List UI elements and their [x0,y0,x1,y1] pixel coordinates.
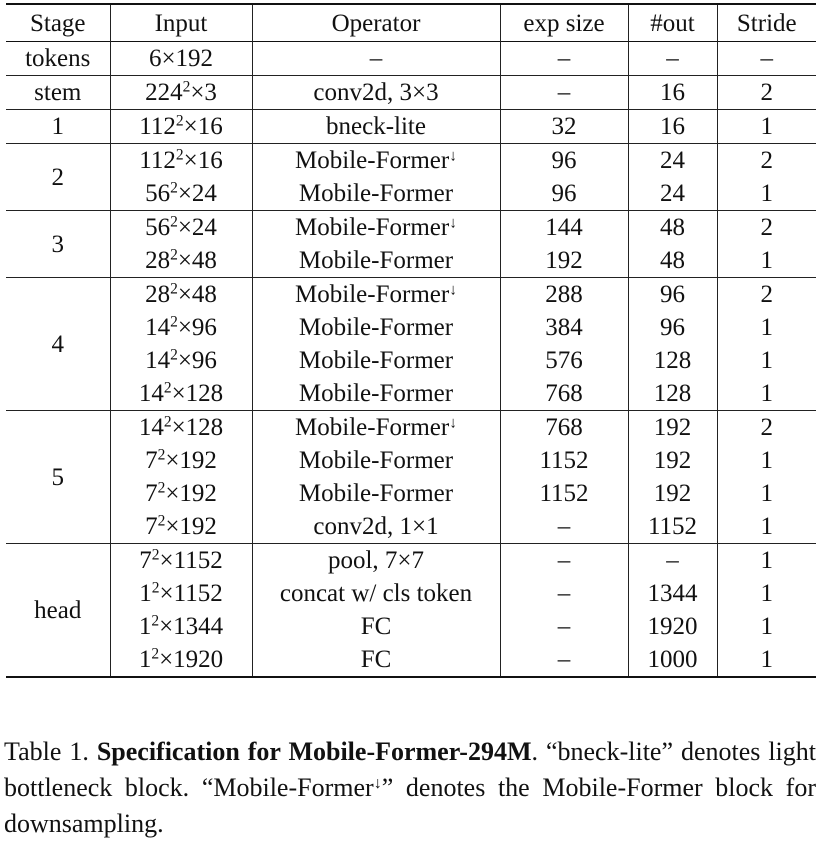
input-base: 14 [145,347,171,374]
operator-cell [252,311,500,344]
input-cell [110,444,252,477]
input-exponent: 2 [151,612,160,630]
exp-size-cell: – [500,643,628,677]
out-cell: 96 [628,278,717,312]
input-base: 7 [145,447,158,474]
out-cell: 24 [628,177,717,211]
input-base: 224 [145,79,183,106]
operator-name: Mobile-Former [298,447,454,474]
downsample-arrow-icon: ↓ [449,214,457,232]
stage-cell: tokens [6,42,110,76]
input-base: 1 [138,646,152,673]
input-base: 28 [145,247,171,274]
stride-cell: 1 [717,444,816,477]
exp-size-cell: – [500,577,628,610]
input-base: 56 [145,214,171,241]
input-cell [110,411,252,445]
operator-cell [252,76,500,110]
header-stage: Stage [6,4,110,42]
operator-name: Mobile-Former [295,281,450,308]
stride-cell: 1 [717,311,816,344]
downsample-arrow-icon: ↓ [449,414,457,432]
stride-cell: 2 [717,144,816,178]
table-caption [4,734,816,842]
operator-cell [252,610,500,643]
caption-label: Table 1. [4,737,89,766]
out-cell: 192 [628,477,717,510]
operator-name: Mobile-Former [295,147,450,174]
input-cell [110,110,252,144]
stride-cell: 1 [717,244,816,278]
input-cell [110,244,252,278]
operator-cell [252,144,500,178]
operator-cell [252,577,500,610]
input-base: 7 [145,513,158,540]
input-base: 7 [145,480,158,507]
out-cell: 128 [628,377,717,411]
operator-cell [252,477,500,510]
operator-name: bneck-lite [326,113,426,140]
input-base: 1 [139,580,152,607]
exp-size-cell: – [500,610,628,643]
input-base: 14 [138,414,164,441]
table-row [6,278,816,312]
exp-size-cell: 192 [500,244,628,278]
input-cell [110,643,252,677]
input-exponent: 2 [151,546,160,564]
table-row [6,643,816,677]
input-cell [110,311,252,344]
stride-cell: 2 [717,76,816,110]
operator-name: Mobile-Former [298,480,454,507]
input-cell [110,377,252,411]
input-cell [110,177,252,211]
operator-name: – [369,45,383,72]
operator-name: Mobile-Former [295,414,450,441]
input-base: 112 [139,113,176,140]
table-row [6,477,816,510]
operator-cell [252,211,500,245]
input-rest: ×1344 [159,613,224,640]
stride-cell: 2 [717,278,816,312]
operator-cell [252,110,500,144]
input-exponent: 2 [170,179,178,197]
operator-name: Mobile-Former [298,180,454,207]
header-exp-size: exp size [500,4,628,42]
out-cell: 128 [628,344,717,377]
exp-size-cell: – [500,76,628,110]
input-cell [110,76,252,110]
stride-cell: 1 [717,377,816,411]
out-cell: 192 [628,411,717,445]
out-cell: 24 [628,144,717,178]
table-row [6,144,816,178]
exp-size-cell: 144 [500,211,628,245]
caption-text-2: ” denotes the Mobile-Former block for downsampling. [4,773,817,838]
operator-name: Mobile-Former [298,247,454,274]
input-cell [110,278,252,312]
out-cell: 96 [628,311,717,344]
input-exponent: 2 [170,246,178,264]
exp-size-cell: 96 [500,144,628,178]
stage-group [6,110,816,144]
operator-name: FC [360,646,392,673]
exp-size-cell: 32 [500,110,628,144]
input-exponent: 2 [175,112,184,130]
operator-cell [252,643,500,677]
exp-size-cell: 576 [500,344,628,377]
input-cell [110,510,252,544]
operator-cell [252,42,500,76]
operator-cell [252,177,500,211]
operator-cell [252,278,500,312]
table-row [6,444,816,477]
input-base: 7 [139,547,152,574]
exp-size-cell: – [500,510,628,544]
table-row [6,510,816,544]
stage-cell: head [6,544,110,678]
table-row [6,42,816,76]
out-cell: 1000 [628,643,717,677]
input-exponent: 2 [163,379,172,397]
input-base: 56 [145,180,171,207]
stage-group [6,211,816,278]
header-row [6,4,816,42]
stride-cell: 1 [717,510,816,544]
exp-size-cell: 1152 [500,477,628,510]
input-cell [110,477,252,510]
stage-group [6,544,816,678]
input-base: 6×192 [148,45,214,72]
input-rest: ×128 [171,414,224,441]
header-input: Input [110,4,252,42]
stage-cell: 3 [6,211,110,278]
out-cell: – [628,42,717,76]
out-cell: 192 [628,444,717,477]
downsample-arrow-icon: ↓ [449,147,457,165]
table-row [6,377,816,411]
table-header [6,4,816,42]
input-exponent: 2 [157,446,166,464]
exp-size-cell: 768 [500,377,628,411]
caption-title: Specification for Mobile-Former-294M [96,737,532,766]
input-rest: ×3 [190,79,217,106]
operator-cell [252,244,500,278]
operator-name: conv2d, 3×3 [313,79,439,106]
stage-group [6,42,816,76]
input-exponent: 2 [170,280,178,298]
stage-group [6,278,816,411]
out-cell: 1920 [628,610,717,643]
operator-cell [252,411,500,445]
stride-cell: 1 [717,610,816,643]
input-rest: ×192 [165,447,217,474]
input-base: 14 [145,314,171,341]
stride-cell: 2 [717,411,816,445]
input-rest: ×96 [177,347,217,374]
stage-group [6,76,816,110]
operator-cell [252,544,500,578]
input-rest: ×24 [177,214,217,241]
input-rest: ×96 [177,314,217,341]
exp-size-cell: – [500,544,628,578]
input-exponent: 2 [170,213,178,231]
input-rest: ×24 [177,180,217,207]
operator-name: Mobile-Former [298,380,454,407]
stride-cell: 1 [717,544,816,578]
exp-size-cell: 384 [500,311,628,344]
input-rest: ×16 [183,113,223,140]
input-cell [110,144,252,178]
input-exponent: 2 [182,78,191,96]
exp-size-cell: 1152 [500,444,628,477]
stride-cell: 1 [717,577,816,610]
table-row [6,177,816,211]
operator-name: Mobile-Former [295,214,450,241]
table-row [6,76,816,110]
table-row [6,411,816,445]
stride-cell: – [717,42,816,76]
input-exponent: 2 [157,512,166,530]
table-row [6,544,816,578]
operator-name: Mobile-Former [298,314,454,341]
stride-cell: 1 [717,477,816,510]
stride-cell: 1 [717,344,816,377]
input-exponent: 2 [157,479,166,497]
header-operator: Operator [252,4,500,42]
table-row [6,311,816,344]
input-rest: ×1920 [159,646,224,673]
operator-name: pool, 7×7 [327,547,425,574]
caption-down-symbol: ↓ [373,774,382,792]
downsample-arrow-icon: ↓ [449,281,457,299]
header-stride: Stride [717,4,816,42]
input-rest: ×48 [177,247,217,274]
caption-text-1: . “bneck-lite” denotes light bottleneck block. “Mobile-Former [4,737,817,802]
exp-size-cell: 768 [500,411,628,445]
operator-name: FC [360,613,392,640]
operator-name: Mobile-Former [298,347,454,374]
stride-cell: 2 [717,211,816,245]
stage-cell: stem [6,76,110,110]
input-rest: ×192 [165,513,217,540]
stage-cell: 5 [6,411,110,544]
table-row [6,110,816,144]
stride-cell: 1 [717,643,816,677]
operator-cell [252,344,500,377]
table-row [6,577,816,610]
input-cell [110,544,252,578]
input-rest: ×1152 [159,547,223,574]
out-cell: 16 [628,110,717,144]
input-exponent: 2 [151,579,160,597]
operator-cell [252,444,500,477]
specification-table [6,3,816,678]
stage-group [6,411,816,544]
out-cell: 16 [628,76,717,110]
stage-cell: 2 [6,144,110,211]
input-base: 28 [145,281,171,308]
exp-size-cell: 96 [500,177,628,211]
input-cell [110,577,252,610]
out-cell: 1344 [628,577,717,610]
header-out: #out [628,4,717,42]
input-cell [110,211,252,245]
stride-cell: 1 [717,110,816,144]
input-rest: ×1152 [159,580,223,607]
input-base: 112 [139,147,176,174]
out-cell: 1152 [628,510,717,544]
table-row [6,244,816,278]
stage-cell: 4 [6,278,110,411]
table-row [6,211,816,245]
input-exponent: 2 [175,146,184,164]
out-cell: 48 [628,244,717,278]
stage-group [6,144,816,211]
operator-name: conv2d, 1×1 [313,513,439,540]
operator-name: concat w/ cls token [279,580,473,607]
input-exponent: 2 [170,313,178,331]
input-cell [110,610,252,643]
out-cell: – [628,544,717,578]
stride-cell: 1 [717,177,816,211]
exp-size-cell: – [500,42,628,76]
input-cell [110,42,252,76]
input-exponent: 2 [163,413,172,431]
input-exponent: 2 [151,645,160,663]
input-exponent: 2 [170,346,178,364]
input-rest: ×192 [165,480,217,507]
input-base: 14 [138,380,164,407]
out-cell: 48 [628,211,717,245]
input-rest: ×16 [183,147,223,174]
exp-size-cell: 288 [500,278,628,312]
input-rest: ×128 [171,380,224,407]
input-rest: ×48 [177,281,217,308]
input-cell [110,344,252,377]
table-row [6,610,816,643]
stage-cell: 1 [6,110,110,144]
operator-cell [252,377,500,411]
table-row [6,344,816,377]
operator-cell [252,510,500,544]
input-base: 1 [138,613,152,640]
